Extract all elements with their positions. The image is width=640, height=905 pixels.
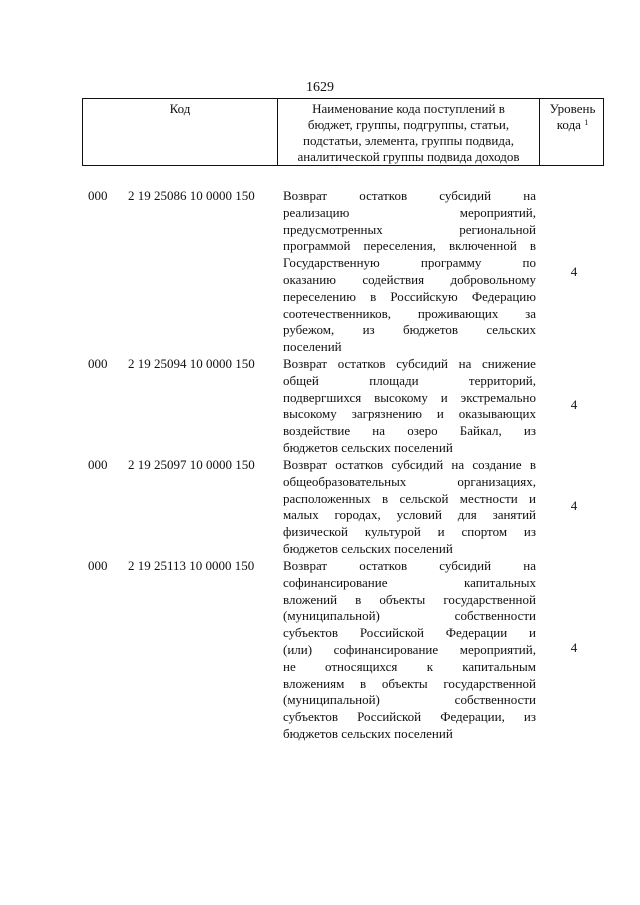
word: к xyxy=(426,658,434,674)
code-level: 4 xyxy=(570,397,578,412)
admin-code: 000 xyxy=(88,356,108,371)
revenue-name-line xyxy=(283,423,536,440)
word: программу xyxy=(420,255,482,271)
word: снижение xyxy=(482,356,536,371)
word: государственной xyxy=(443,675,536,691)
word: бюджетов xyxy=(402,322,458,338)
header-level-line1: Уровень xyxy=(549,101,596,116)
revenue-name-line xyxy=(283,238,536,255)
revenue-name-line xyxy=(283,255,536,272)
word: переселению xyxy=(283,288,356,304)
word: Возврат xyxy=(283,457,328,472)
word: (муниципальной) xyxy=(283,608,380,624)
word: реализацию xyxy=(283,204,350,220)
revenue-name-line xyxy=(283,474,536,491)
code-level: 4 xyxy=(570,498,578,513)
word: субъектов xyxy=(283,709,339,725)
word: физической xyxy=(283,524,348,540)
word: высокому xyxy=(374,389,428,405)
revenue-name-line xyxy=(283,289,536,306)
word: в xyxy=(529,238,536,254)
word: региональной xyxy=(459,221,536,237)
word: переселения, xyxy=(363,238,436,254)
word: за xyxy=(525,305,536,321)
word: субъектов xyxy=(283,625,339,641)
code-level: 4 xyxy=(570,640,578,655)
word: озеро xyxy=(407,423,438,439)
word: Российской xyxy=(359,625,424,641)
word: организациях, xyxy=(457,473,536,489)
revenue-name-line xyxy=(283,592,536,609)
word: занятий xyxy=(492,507,536,523)
word: содействия xyxy=(362,271,425,287)
revenue-name-line xyxy=(283,692,536,709)
revenue-code: 2 19 25086 10 0000 150 xyxy=(128,188,255,203)
word: из xyxy=(523,524,536,540)
word: культурой xyxy=(364,524,421,540)
revenue-name xyxy=(283,356,536,457)
revenue-name-line: бюджетов сельских поселений xyxy=(283,439,453,455)
word: Возврат xyxy=(283,558,328,573)
revenue-name-line xyxy=(283,625,536,642)
word: местности xyxy=(459,490,518,506)
word: мероприятий, xyxy=(459,641,536,657)
word: Федерации, xyxy=(440,709,505,725)
word: вложений xyxy=(283,591,338,607)
revenue-name-line: поселений xyxy=(283,339,342,355)
revenue-name xyxy=(283,457,536,558)
admin-code: 000 xyxy=(88,188,108,203)
word: рубежом, xyxy=(283,322,335,338)
word: оказанию xyxy=(283,271,336,287)
word: малых xyxy=(283,507,319,523)
word: подвергшихся xyxy=(283,389,362,405)
word: государственной xyxy=(443,591,536,607)
revenue-name-line xyxy=(283,222,536,239)
header-level-line2 xyxy=(540,117,605,133)
word: на xyxy=(523,188,536,203)
revenue-name-line xyxy=(283,676,536,693)
revenue-code: 2 19 25113 10 0000 150 xyxy=(128,558,255,573)
word: в xyxy=(355,591,362,607)
word: субсидий xyxy=(391,457,444,472)
word: (муниципальной) xyxy=(283,692,380,708)
word: из xyxy=(362,322,375,338)
revenue-name-line xyxy=(283,524,536,541)
word: общей xyxy=(283,372,319,388)
word: (или) xyxy=(283,641,313,657)
revenue-name-line xyxy=(283,558,536,575)
revenue-name-line xyxy=(283,709,536,726)
page-number: 1629 xyxy=(306,80,334,95)
word: собственности xyxy=(454,608,536,624)
header-code xyxy=(83,99,278,165)
revenue-name-line xyxy=(283,608,536,625)
header-name xyxy=(278,99,540,165)
word: городах, xyxy=(334,507,381,523)
word: Российской xyxy=(357,709,422,725)
revenue-name-line xyxy=(283,390,536,407)
word: в xyxy=(360,675,367,691)
revenue-name-line xyxy=(283,406,536,423)
word: территорий, xyxy=(468,372,536,388)
word: на xyxy=(372,423,386,439)
admin-code: 000 xyxy=(88,558,108,573)
word: для xyxy=(457,507,477,523)
word: на xyxy=(458,356,472,371)
revenue-name-line xyxy=(283,373,536,390)
header-name-line: аналитической группы подвида доходов xyxy=(297,149,520,164)
word: сельской xyxy=(399,490,449,506)
code-level: 4 xyxy=(570,264,578,279)
word: и xyxy=(529,490,536,506)
word: условий xyxy=(396,507,442,523)
word: в xyxy=(382,490,389,506)
word: на xyxy=(451,457,465,472)
word: и xyxy=(529,625,536,641)
revenue-code: 2 19 25094 10 0000 150 xyxy=(128,356,255,371)
word: экстремально xyxy=(460,389,536,405)
word: предусмотренных xyxy=(283,221,383,237)
word: софинансирование xyxy=(333,641,439,657)
word: соотечественников, xyxy=(283,305,392,321)
revenue-name xyxy=(283,558,536,743)
revenue-name-line xyxy=(283,575,536,592)
word: расположенных xyxy=(283,490,371,506)
header-name-line: бюджет, группы, подгруппы, статьи, xyxy=(307,117,510,132)
revenue-name-line xyxy=(283,457,536,474)
word: Байкал, xyxy=(459,423,502,439)
table-header xyxy=(82,98,604,166)
revenue-name-line xyxy=(283,306,536,323)
header-code-label: Код xyxy=(169,101,191,116)
word: капитальным xyxy=(462,658,536,674)
word: площади xyxy=(369,372,419,388)
admin-code: 000 xyxy=(88,457,108,472)
word: капитальных xyxy=(464,574,536,590)
word: вложениям xyxy=(283,675,345,691)
word: воздействие xyxy=(283,423,351,439)
revenue-name-line xyxy=(283,507,536,524)
header-level-kod: кода xyxy=(556,117,581,132)
word: и xyxy=(436,406,444,422)
revenue-name-line xyxy=(283,659,536,676)
word: субсидий xyxy=(439,188,492,203)
word: по xyxy=(522,255,536,271)
word: Возврат xyxy=(283,356,328,371)
word: проживающих xyxy=(417,305,499,321)
word: остатков xyxy=(359,188,408,203)
word: собственности xyxy=(454,692,536,708)
word: и xyxy=(437,524,445,540)
word: в xyxy=(370,288,377,304)
word: из xyxy=(523,709,536,725)
revenue-name-line: бюджетов сельских поселений xyxy=(283,540,453,556)
word: общеобразовательных xyxy=(283,473,407,489)
word: загрязнению xyxy=(351,406,422,422)
header-level xyxy=(540,99,605,165)
word: остатков xyxy=(335,457,384,472)
revenue-name-line xyxy=(283,205,536,222)
revenue-name xyxy=(283,188,536,356)
word: Федерацию xyxy=(471,288,536,304)
word: объекты xyxy=(379,591,426,607)
header-name-line: Наименование кода поступлений в xyxy=(312,101,505,116)
revenue-name-line xyxy=(283,272,536,289)
word: и xyxy=(440,389,448,405)
word: из xyxy=(523,423,536,439)
word: оказывающих xyxy=(458,406,536,422)
word: создание xyxy=(472,457,522,472)
revenue-code: 2 19 25097 10 0000 150 xyxy=(128,457,255,472)
word: добровольному xyxy=(450,271,536,287)
word: высокому xyxy=(283,406,337,422)
revenue-name-line xyxy=(283,188,536,205)
word: остатков xyxy=(337,356,386,371)
word: в xyxy=(529,457,536,472)
word: субсидий xyxy=(396,356,448,371)
word: мероприятий, xyxy=(459,204,536,220)
word: сельских xyxy=(486,322,536,338)
word: субсидий xyxy=(439,558,492,573)
word: программой xyxy=(283,238,351,254)
revenue-name-line xyxy=(283,642,536,659)
word: Российскую xyxy=(390,288,458,304)
word: на xyxy=(523,558,536,573)
word: не xyxy=(283,658,296,674)
word: Государственную xyxy=(283,255,380,271)
word: Возврат xyxy=(283,188,328,203)
revenue-name-line xyxy=(283,356,536,373)
word: софинансирование xyxy=(283,574,388,590)
revenue-name-line xyxy=(283,322,536,339)
word: Федерации xyxy=(445,625,508,641)
footnote-marker: 1 xyxy=(584,118,589,127)
word: объекты xyxy=(381,675,428,691)
revenue-name-line: бюджетов сельских поселений xyxy=(283,725,453,741)
revenue-name-line xyxy=(283,491,536,508)
word: относящихся xyxy=(325,658,398,674)
word: спортом xyxy=(461,524,508,540)
word: остатков xyxy=(359,558,408,573)
word: включенной xyxy=(448,238,517,254)
header-name-line: подстатьи, элемента, группы подвида, xyxy=(303,133,514,148)
